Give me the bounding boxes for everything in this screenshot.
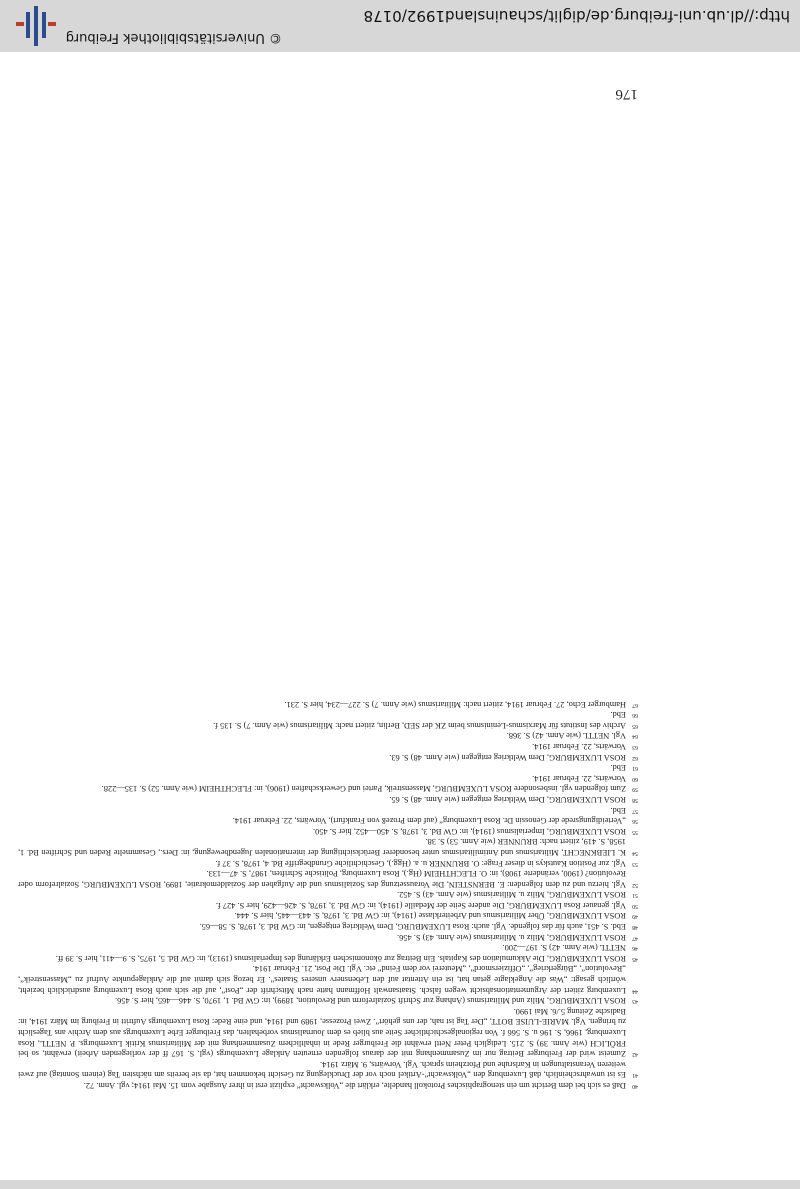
footnote bbox=[18, 804, 638, 815]
footnote-number: 53 bbox=[632, 860, 638, 867]
footnote-text: Vgl. hierzu und zu dem folgenden: E. BERNSTEIN, Die Voraussetzung des Sozialismus und die Aufgaben der Sozialdemokratie, 1899, ROSA LUXEMBURG, Sozialreform oder Revolution? (1900, veränderte 1908), in: O. FLECHTHEIM (Hg.), Rosa Luxemburg, Politische Schriften, 1987, S. 47—133. bbox=[18, 869, 626, 889]
footnote bbox=[18, 1079, 638, 1090]
footnote-text: Vorwärts, 22. Februar 1914. bbox=[532, 773, 626, 783]
footnote-text: Zum folgenden vgl. insbesondere ROSA LUXEMBURG, Massenstreik, Partei und Gewerkschaften (1906), in: FLECHTHEIM (wie Anm. 52) S. 135—228. bbox=[101, 784, 626, 794]
footnote-text: Ebd. S. 451, auch für das folgende. Vgl. auch: Rosa LUXEMBURG, Dem Weltkrieg entgegen, in: GW Bd. 3, 1978, S. 58—65. bbox=[199, 922, 626, 932]
footnote-text: ROSA LUXEMBURG, Miliz und Militarismus (Anhang zur Schrift Sozialreform und Revolution, 1899), in: GW Bd. 1, 1970, S. 446—465, hier S. 456. bbox=[115, 996, 626, 1006]
permalink-url[interactable]: http://dl.ub.uni-freiburg.de/diglit/schauinsland1992/0178 bbox=[363, 7, 790, 25]
footnote-text: Archiv des Instituts für Marxismus-Leninismus beim ZK der SED, Berlin, zitiert nach: Militarismus (wie Anm. 7) S. 135 f. bbox=[213, 720, 626, 730]
footnote-number: 66 bbox=[632, 712, 638, 719]
footnote-number: 42 bbox=[632, 1051, 638, 1058]
footnote-text: Vgl. genauer Rosa LUXEMBURG, Die andere Seite der Medaille (1914), in: GW Bd. 3, 1978, S. 426—429, hier S. 427 f. bbox=[215, 900, 626, 910]
footnote-text: Vgl. zur Position Kautskys in dieser Frage: O. BRUNNER u. a. (Hgg.), Geschichtliche Grundbegriffe Bd. 4, 1978, S. 37 f. bbox=[215, 858, 626, 868]
footnote-number: 48 bbox=[632, 924, 638, 931]
footnote bbox=[18, 1005, 638, 1058]
footnote bbox=[18, 698, 638, 709]
footnote bbox=[18, 772, 638, 783]
footnote-text: „Verteidigungsrede der Genossin Dr. Rosa Luxemburg“ (auf dem Prozeß von Frankfurt), Vorwärts, 22. Februar 1914. bbox=[232, 816, 626, 826]
footnote-text: Vorwärts, 22. Februar 1914. bbox=[532, 742, 626, 751]
footnote-text: K. LIEBKNECHT, Militarismus und Antimilitarismus unter besonderer Berücksichtigung der internationalen Jugendbewegung, in: Ders., Gesammelte Reden und Schriften Bd. 1, 1958, S. 419, zitiert nach: BRUNNER (wie Anm. 53) S. 38. bbox=[18, 837, 626, 857]
footnote bbox=[18, 719, 638, 730]
footnote-text: Es ist unwahrscheinlich, daß Luxemburg den „Volkswacht“-Artikel noch vor der Drucklegung zu Gesicht bekommen hat, da sie bereits am nächsten Tag (einem Sonntag) auf zwei weiteren Veranstaltungen in Karlsruhe und Pforzheim sprach. Vgl. Vorwärts, 9. März 1914. bbox=[18, 1059, 626, 1080]
footnote-number: 51 bbox=[632, 892, 638, 899]
footnote bbox=[18, 783, 638, 794]
footnote-text: Daß es sich bei dem Bericht um ein stenographisches Protokoll handelte, erklärt die „Volkswacht“ explizit erst in ihrer Ausgabe vom 15. Mai 1914; vgl. Anm. 72. bbox=[83, 1081, 626, 1090]
footnote bbox=[18, 889, 638, 900]
footnote bbox=[18, 995, 638, 1006]
ub-freiburg-logo-icon bbox=[16, 6, 56, 46]
footer-banner bbox=[0, 0, 800, 52]
footnote-text: Ebd. bbox=[610, 710, 626, 720]
footnote-text: NETTL (wie Anm. 42) S. 197—200. bbox=[502, 943, 626, 953]
footnote-number: 57 bbox=[632, 807, 638, 814]
footnote bbox=[18, 1058, 638, 1079]
footnote-number: 63 bbox=[632, 744, 638, 750]
footnote bbox=[18, 899, 638, 910]
footnote bbox=[18, 931, 638, 942]
footnote-text: ROSA LUXEMBURG, Miliz u. Militarismus (wie Anm. 43) S. 452. bbox=[397, 890, 626, 900]
footnote bbox=[18, 836, 638, 857]
footnote-number: 54 bbox=[632, 849, 638, 856]
footnote-text: ROSA LUXEMBURG, Dem Weltkrieg entgegen (wie Anm. 48) S. 63. bbox=[389, 752, 626, 762]
footnote-text: Ebd. bbox=[610, 763, 626, 773]
footnote bbox=[18, 857, 638, 868]
footnote bbox=[18, 740, 638, 751]
footnote-number: 56 bbox=[632, 818, 638, 825]
footnote bbox=[18, 942, 638, 953]
footnote bbox=[18, 910, 638, 921]
footnote-number: 58 bbox=[632, 796, 638, 803]
footnote-number: 64 bbox=[632, 733, 638, 740]
footnote bbox=[18, 709, 638, 720]
footnote-number: 65 bbox=[632, 722, 638, 729]
footnote-text: ROSA LUXEMBURG, Miliz u. Militarismus (wie Anm. 43) S. 456. bbox=[397, 932, 626, 942]
footnote-number: 62 bbox=[632, 754, 638, 761]
footnote-text: ROSA LUXEMBURG, Dem Weltkrieg entgegen (wie Anm. 48) S. 65. bbox=[389, 794, 626, 804]
footnote-text: Hamburger Echo, 27. Februar 1914, zitiert nach: Militarismus (wie Anm. 7) S. 227—234, hier S. 231. bbox=[284, 699, 626, 709]
footnote-text: ROSA LUXEMBURG, Imperialismus (1914), in: GW Bd. 3, 1978, S. 450—452, hier S. 450. bbox=[313, 826, 626, 836]
footnote-text: Ebd. bbox=[610, 805, 626, 815]
footnote-text: ROSA LUXEMBURG, Die Akkumulation des Kapitals. Ein Beitrag zur ökonomischen Erklärung des Imperialismus (1913), in: GW Bd. 5, 1975, S. 9—411, hier S. 39 ff. bbox=[55, 953, 626, 963]
page-number: 176 bbox=[615, 86, 638, 102]
footnote-number: 50 bbox=[632, 902, 638, 909]
footnote bbox=[18, 952, 638, 963]
footnote bbox=[18, 762, 638, 773]
footnote-number: 43 bbox=[632, 998, 638, 1005]
scanned-page bbox=[0, 52, 800, 1180]
footnote-number: 47 bbox=[632, 934, 638, 941]
footnote bbox=[18, 825, 638, 836]
footnote-number: 67 bbox=[632, 701, 638, 708]
footnote bbox=[18, 963, 638, 995]
footnote-number: 55 bbox=[632, 828, 638, 835]
footnote-number: 61 bbox=[632, 765, 638, 772]
footnote-number: 44 bbox=[632, 987, 638, 994]
footnote-number: 46 bbox=[632, 945, 638, 952]
footnote bbox=[18, 793, 638, 804]
footnote-text: Vgl. NETTL (wie Anm. 42) S. 368. bbox=[506, 731, 626, 741]
footnotes-block bbox=[18, 698, 638, 1090]
footnote bbox=[18, 730, 638, 741]
footnote bbox=[18, 868, 638, 889]
footnote-number: 59 bbox=[632, 786, 638, 793]
footnote bbox=[18, 921, 638, 932]
footnote bbox=[18, 815, 638, 826]
footnote-number: 41 bbox=[632, 1072, 638, 1079]
copyright-notice: © Universitätsbibliothek Freiburg bbox=[65, 30, 282, 45]
footnote-number: 45 bbox=[632, 955, 638, 962]
footnote-number: 52 bbox=[632, 881, 638, 888]
footnote-number: 60 bbox=[632, 775, 638, 782]
footnote-text: Zumeist wird der Freiburger Beitrag nur im Zusammenhang mit der daraus folgenden erneuten Anklage Luxemburgs (vgl. S. 167 ff der vorliegenden Arbeit) erwähnt, so bei FRÖLICH (wie Anm. 39) S. 215. Lediglich Peter Nettl erwähnt die Freiburger Rede in inhaltlichem Zusammenhang mit der Militarismus Kritik Luxemburgs. P. NETTL, Rosa Luxemburg, 1966, S. 196 u. S. 566 f. Von regionalgeschichtlicher Seite aus blieb es dem Journalismus vorbehalten, das Freiburger Erbe Luxemburgs aus dem Archiv ans Tageslicht zu bringen. Vgl. MARIE-LUISE BOTT, „Der Tag ist nah, der uns gehört“. Zwei Prozesse, 1989 und 1914, und eine Rede: Rosa Luxemburgs Auftritt in Freiburg im März 1914, in: Badische Zeitung 5./6. Mai 1990. bbox=[18, 1006, 626, 1059]
footnote-text: Luxemburg zitiert der Argumentationsabsicht wegen falsch. Staatsanwalt Hoffmann hatte nach Mitschrift der „Post“, auf die sich auch Rosa Luxemburg ausdrücklich bezieht, wörtlich gesagt: „Was die Angeklagte getan hat, ist ein Attentat auf den Lebensnerv unseres Staates“. Er bezog sich damit auf die Anklagepunkte Aufruf zu „Massenstreik“, „Revolution“, „Bürgerkrieg“, „Offiziersmord“, „Meuterei vor dem Feind“ etc. Vgl. Die Post, 21. Februar 1914. bbox=[18, 964, 626, 995]
footnote-number: 40 bbox=[632, 1083, 638, 1089]
footnote-text: ROSA LUXEMBURG, Über Militarismus und Arbeiterklasse (1914), in: GW Bd. 3, 1978, S. 443—445, hier S. 444. bbox=[234, 911, 626, 921]
footnote-number: 49 bbox=[632, 913, 638, 920]
footnote bbox=[18, 751, 638, 762]
